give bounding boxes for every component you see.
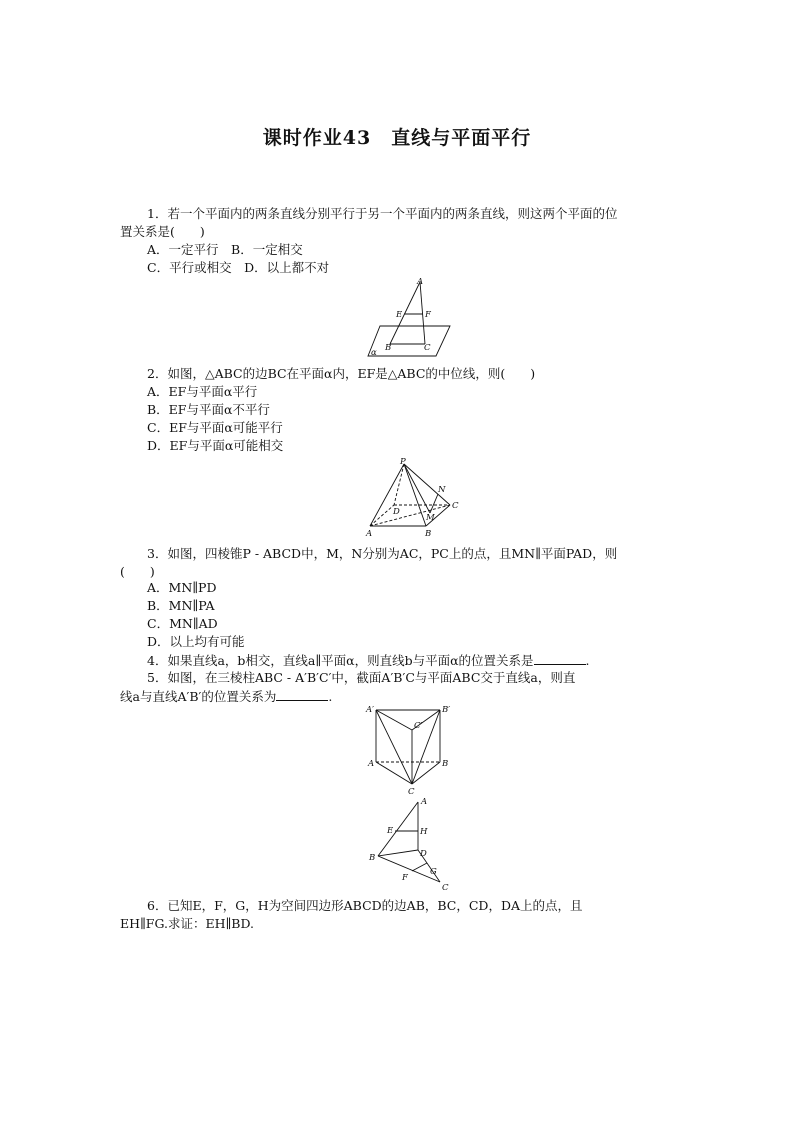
label-p: P — [400, 457, 406, 467]
label-m: M — [426, 513, 435, 523]
q3-option-d: D．以上均有可能 — [147, 634, 245, 649]
q3-stem-line1: 3．如图，四棱锥P - ABCD中，M，N分别为AC，PC上的点，且MN∥平面PAD，则 — [147, 546, 618, 561]
q1-stem-line2: 置关系是( ) — [120, 224, 205, 239]
label-c: C — [452, 501, 459, 511]
q4-end: . — [585, 653, 590, 668]
label-e: E — [387, 826, 394, 836]
q1-options-line2: C．平行或相交 D．以上都不对 — [147, 260, 330, 275]
q5-figure — [362, 700, 462, 798]
label-d: D — [393, 507, 400, 517]
label-a1: A′ — [366, 705, 375, 715]
q3-option-b: B．MN∥PA — [147, 598, 215, 613]
q4-line — [147, 652, 590, 669]
q6-stem-line2: EH∥FG.求证：EH∥BD. — [120, 916, 255, 931]
label-d: D — [420, 849, 427, 859]
q1-stem-line1: 1．若一个平面内的两条直线分别平行于另一个平面内的两条直线，则这两个平面的位 — [147, 206, 618, 221]
label-alpha: α — [371, 348, 377, 358]
q3-figure — [362, 456, 466, 542]
label-b: B — [425, 529, 432, 539]
q5-stem-line1: 5．如图，在三棱柱ABC - A′B′C′中，截面A′B′C与平面ABC交于直线a，则直 — [147, 670, 576, 685]
label-a: A — [417, 277, 424, 287]
q3-option-c: C．MN∥AD — [147, 616, 218, 631]
label-f: F — [425, 310, 431, 320]
label-n: N — [438, 485, 446, 495]
label-b: B — [442, 759, 449, 769]
q5-line2 — [120, 688, 332, 705]
label-c: C — [424, 343, 431, 353]
label-h: H — [420, 827, 428, 837]
q5-end: . — [328, 689, 333, 704]
label-c: C — [442, 883, 449, 893]
q5-stem-line2: 线a与直线A′B′的位置关系为 — [120, 689, 277, 704]
q2-option-a: A．EF与平面α平行 — [147, 384, 258, 399]
label-a: A — [421, 797, 428, 807]
label-b: B — [369, 853, 376, 863]
q4-answer-blank[interactable] — [534, 652, 586, 665]
label-b1: B′ — [442, 705, 451, 715]
q1-options-line1: A．一定平行 B．一定相交 — [147, 242, 303, 257]
label-a: A — [368, 759, 375, 769]
q2-option-d: D．EF与平面α可能相交 — [147, 438, 284, 453]
page-title: 课时作业43 直线与平面平行 — [262, 127, 532, 149]
q6-figure — [362, 796, 462, 894]
label-e: E — [396, 310, 403, 320]
q2-option-c: C．EF与平面α可能平行 — [147, 420, 283, 435]
q3-stem-line2: ( ) — [120, 564, 155, 579]
label-g: G — [430, 867, 437, 877]
q3-option-a: A．MN∥PD — [147, 580, 217, 595]
plane-alpha — [368, 326, 450, 356]
label-a: A — [366, 529, 373, 539]
q2-option-b: B．EF与平面α不平行 — [147, 402, 270, 417]
q2-figure — [362, 274, 458, 360]
label-b: B — [385, 343, 392, 353]
q5-answer-blank[interactable] — [276, 688, 328, 701]
q6-stem-line1: 6．已知E，F，G，H为空间四边形ABCD的边AB，BC，CD，DA上的点，且 — [147, 898, 583, 913]
q4-stem: 4．如果直线a，b相交，直线a∥平面α，则直线b与平面α的位置关系是 — [147, 653, 534, 668]
label-f: F — [402, 873, 408, 883]
label-c1: C′ — [414, 721, 423, 731]
q2-stem: 2．如图，△ABC的边BC在平面α内，EF是△ABC的中位线，则( ) — [147, 366, 536, 381]
label-c: C — [408, 787, 415, 797]
